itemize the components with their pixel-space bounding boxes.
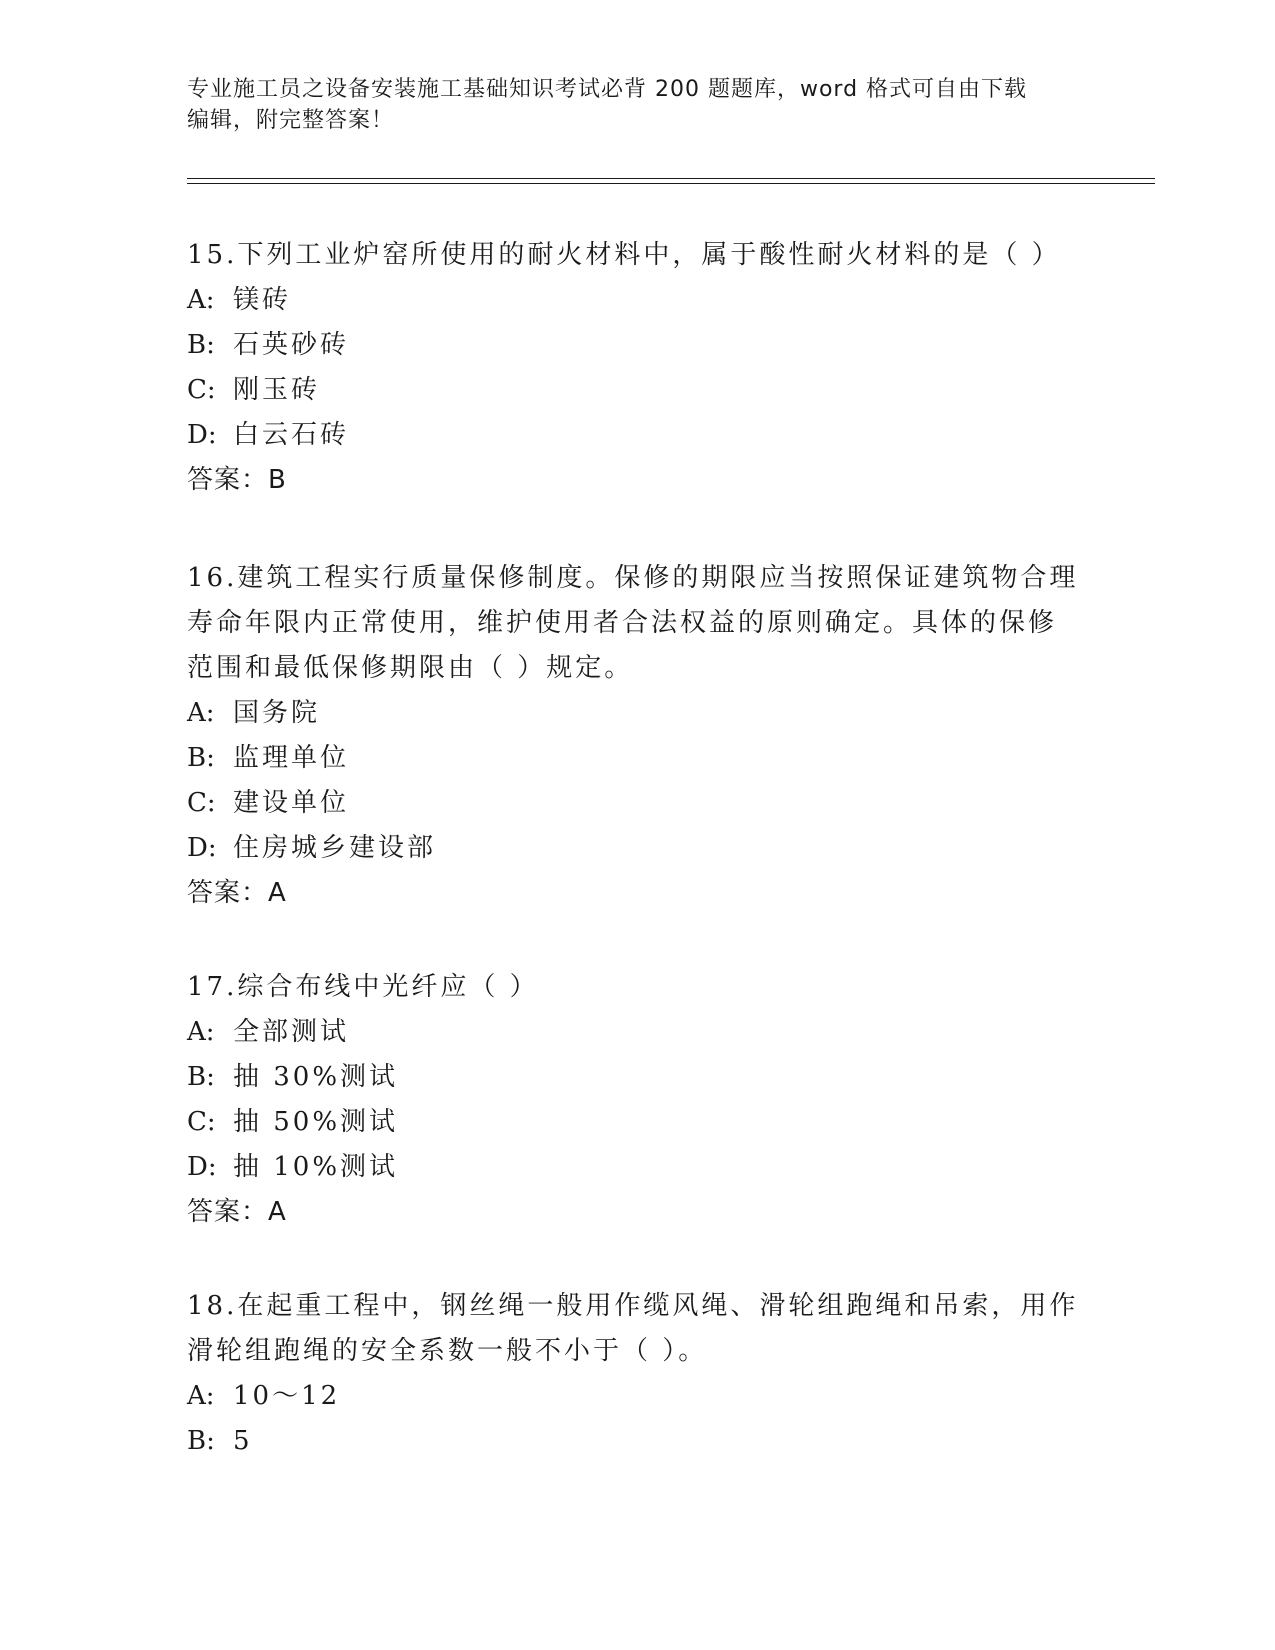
question-stem-line-2: 滑轮组跑绳的安全系数一般不小于（ ）。 (187, 1336, 708, 1366)
option-text: 5 (233, 1426, 253, 1456)
option-key: A: (187, 285, 215, 315)
question-15 (187, 233, 1087, 503)
option-d (187, 826, 1087, 871)
question-stem-line-2: 寿命年限内正常使用，维护使用者合法权益的原则确定。具体的保修 (187, 608, 1058, 638)
option-key: A: (187, 1381, 215, 1411)
question-18 (187, 1284, 1087, 1464)
option-text: 抽 30%测试 (233, 1062, 399, 1092)
option-c (187, 781, 1087, 826)
option-d (187, 413, 1087, 458)
option-a (187, 278, 1087, 323)
answer-line: 答案：A (187, 1197, 287, 1227)
header-line-1: 专业施工员之设备安装施工基础知识考试必背 200 题题库，word 格式可自由下载 (187, 77, 1028, 102)
option-b (187, 736, 1087, 781)
option-text: 镁砖 (233, 285, 292, 315)
question-17 (187, 965, 1087, 1235)
option-key: B: (187, 1062, 215, 1092)
option-text: 抽 10%测试 (233, 1152, 399, 1182)
question-stem-line-1: 16.建筑工程实行质量保修制度。保修的期限应当按照保证建筑物合理 (187, 563, 1079, 593)
option-text: 刚玉砖 (233, 375, 321, 405)
option-key: C: (187, 1107, 216, 1137)
question-16 (187, 556, 1087, 916)
option-text: 抽 50%测试 (233, 1107, 399, 1137)
option-text: 国务院 (233, 698, 321, 728)
option-key: B: (187, 330, 215, 360)
option-text: 建设单位 (233, 788, 350, 818)
option-a (187, 1374, 1087, 1419)
question-stem-line-3: 范围和最低保修期限由（ ）规定。 (187, 653, 634, 683)
option-key: C: (187, 788, 216, 818)
option-c (187, 368, 1087, 413)
header-divider-top (187, 178, 1155, 179)
header-line-2: 编辑，附完整答案！ (187, 108, 395, 133)
option-key: C: (187, 375, 216, 405)
option-text: 白云石砖 (233, 420, 350, 450)
option-key: A: (187, 1017, 215, 1047)
option-b (187, 323, 1087, 368)
option-key: B: (187, 743, 215, 773)
answer-line: 答案：A (187, 878, 287, 908)
answer-line: 答案：B (187, 465, 287, 495)
option-key: D: (187, 833, 217, 863)
option-text: 住房城乡建设部 (233, 833, 437, 863)
question-stem-line-1: 18.在起重工程中，钢丝绳一般用作缆风绳、滑轮组跑绳和吊索，用作 (187, 1291, 1079, 1321)
option-d (187, 1145, 1087, 1190)
document-header (187, 74, 1087, 136)
option-key: D: (187, 420, 217, 450)
option-text: 监理单位 (233, 743, 350, 773)
option-key: D: (187, 1152, 217, 1182)
header-divider-bottom (187, 183, 1155, 184)
question-stem: 17.综合布线中光纤应（ ） (187, 972, 539, 1002)
option-b (187, 1055, 1087, 1100)
option-text: 石英砂砖 (233, 330, 350, 360)
option-a (187, 691, 1087, 736)
option-c (187, 1100, 1087, 1145)
option-text: 10～12 (233, 1381, 341, 1411)
question-stem: 15.下列工业炉窑所使用的耐火材料中，属于酸性耐火材料的是（ ） (187, 240, 1061, 270)
option-a (187, 1010, 1087, 1055)
option-text: 全部测试 (233, 1017, 350, 1047)
option-b (187, 1419, 1087, 1464)
option-key: B: (187, 1426, 215, 1456)
option-key: A: (187, 698, 215, 728)
